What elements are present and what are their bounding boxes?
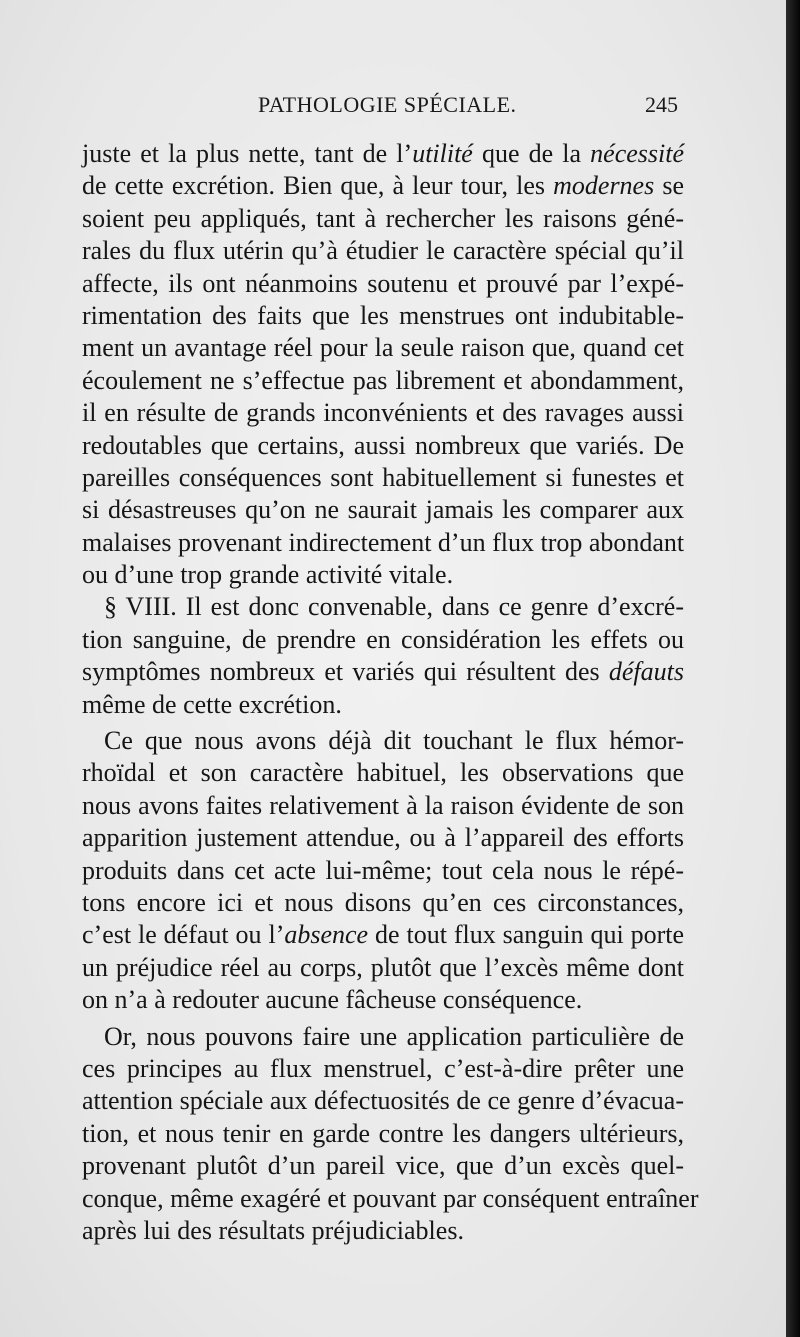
- text-line: tion sanguine, de prendre en considération les effets ou: [82, 624, 684, 654]
- text-line: on n’a à redouter aucune fâcheuse conséquence.: [82, 985, 583, 1015]
- text-line: attention spéciale aux défectuosités de ce genre d’évacua-: [82, 1086, 684, 1116]
- text-line: ou d’une trop grande activité vitale.: [82, 560, 454, 590]
- text-line: tons encore ici et nous disons qu’en ces circonstances,: [82, 887, 684, 917]
- text-line: il en résulte de grands inconvénients et des ravages aussi: [82, 398, 684, 428]
- text-line: de cette excrétion. Bien que, à leur tour, les modernes se: [82, 171, 684, 201]
- text-line: symptômes nombreux et variés qui résultent des défauts: [82, 657, 684, 687]
- text-line: affecte, ils ont néanmoins soutenu et prouvé par l’expé-: [82, 268, 684, 298]
- text-line: après lui des résultats préjudiciables.: [82, 1215, 464, 1245]
- body-text: [82, 138, 699, 1247]
- section-heading-line: § VIII. Il est donc convenable, dans ce genre d’excré-: [104, 592, 684, 622]
- paragraph-first-line: Or, nous pouvons faire une application particulière de: [104, 1021, 684, 1051]
- text-line: pareilles conséquences sont habituellement si funestes et: [82, 462, 684, 492]
- running-title: PATHOLOGIE SPÉCIALE.: [258, 92, 517, 117]
- text-line: malaises provenant indirectement d’un flux trop abondant: [82, 527, 685, 557]
- text-line: rhoïdal et son caractère habituel, les observations que: [82, 758, 684, 788]
- text-line: provenant plutôt d’un pareil vice, que d’un excès quel-: [82, 1151, 684, 1181]
- text-line: écoulement ne s’effectue pas librement et abondamment,: [82, 365, 684, 395]
- text-line: produits dans cet acte lui-même; tout cela nous le répé-: [82, 855, 684, 885]
- text-line: un préjudice réel au corps, plutôt que l’excès même dont: [82, 952, 684, 982]
- text-line: ment un avantage réel pour la seule raison que, quand cet: [82, 333, 684, 363]
- paragraph-first-line: Ce que nous avons déjà dit touchant le flux hémor-: [104, 726, 684, 756]
- text-line: ces principes au flux menstruel, c’est-à-dire prêter une: [82, 1053, 684, 1083]
- text-line: nous avons faites relativement à la raison évidente de son: [82, 790, 684, 820]
- text-line: redoutables que certains, aussi nombreux que variés. De: [82, 430, 684, 460]
- text-line: soient peu appliqués, tant à rechercher les raisons géné-: [82, 203, 684, 233]
- text-line: apparition justement attendue, ou à l’appareil des efforts: [82, 823, 684, 853]
- text-line: rimentation des faits que les menstrues ont indubitable-: [82, 300, 684, 330]
- text-line: conque, même exagéré et pouvant par conséquent entraîner: [82, 1183, 699, 1213]
- text-line: même de cette excrétion.: [82, 689, 342, 719]
- page-number: 245: [645, 92, 678, 117]
- text-line: rales du flux utérin qu’à étudier le caractère spécial qu’il: [82, 236, 684, 266]
- text-line: c’est le défaut ou l’absence de tout flux sanguin qui porte: [82, 920, 684, 950]
- text-line: si désastreuses qu’on ne saurait jamais les comparer aux: [82, 495, 684, 525]
- text-line: juste et la plus nette, tant de l’utilité que de la nécessité: [82, 139, 684, 168]
- page-edge-shadow: [786, 0, 800, 1337]
- text-line: tion, et nous tenir en garde contre les dangers ultérieurs,: [82, 1118, 684, 1148]
